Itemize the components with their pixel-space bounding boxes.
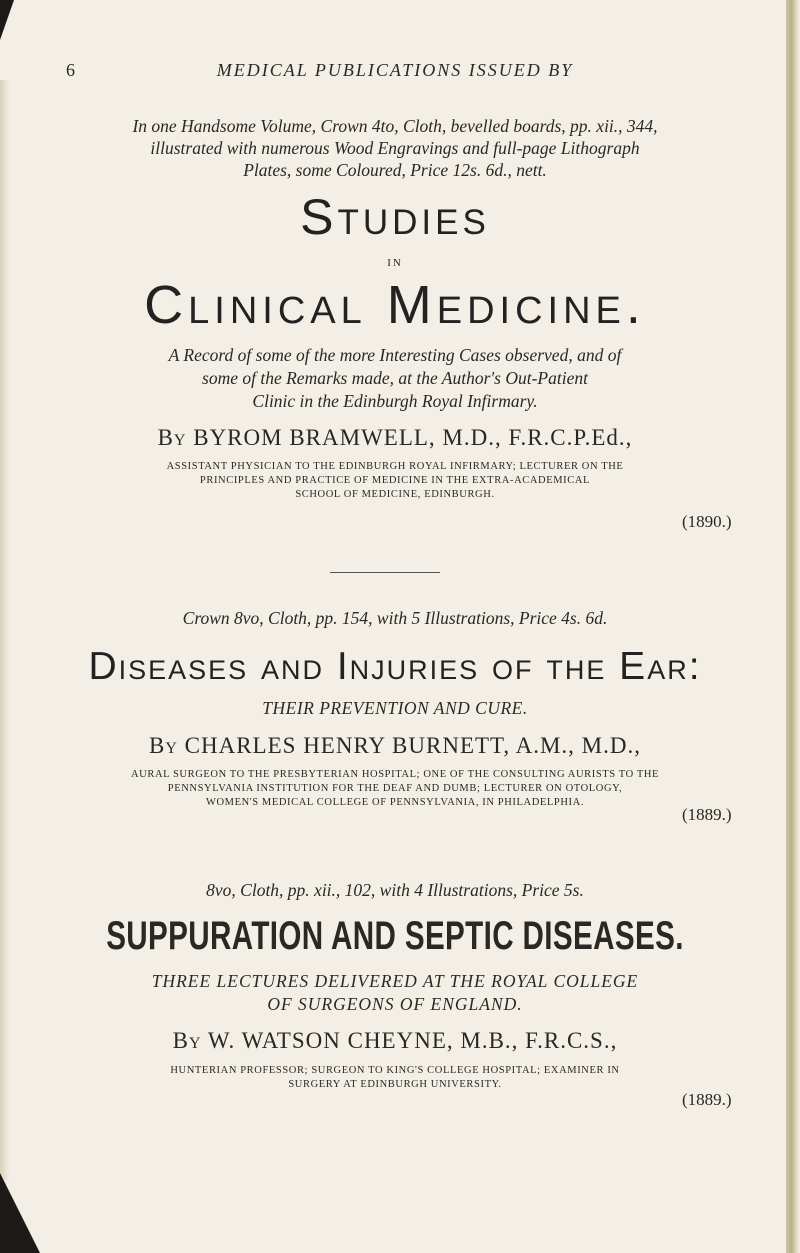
entry1-intro [0,115,790,181]
entry2-author: CHARLES HENRY BURNETT, A.M., M.D., [184,733,641,758]
entry1-title-in: IN [387,257,403,269]
entry3-title-wrap [0,914,790,959]
entry3-subtitle-line: OF SURGEONS OF ENGLAND. [267,994,523,1014]
entry1-intro-line: In one Handsome Volume, Crown 4to, Cloth, bevelled boards, pp. xii., 344, [132,116,658,136]
entry2-credential-line: WOMEN'S MEDICAL COLLEGE OF PENNSYLVANIA, IN PHILADELPHIA. [205,797,585,808]
entry2-by: By [149,733,178,758]
entry3-subtitle-line: THREE LECTURES DELIVERED AT THE ROYAL COLLEGE [151,971,639,991]
entry2-intro [0,607,790,629]
entry1-intro-line: illustrated with numerous Wood Engravings and full-page Lithograph [150,138,640,158]
entry2-author-line [0,733,790,759]
entry1-author-line [0,425,790,451]
entry2-credential-line: AURAL SURGEON TO THE PRESBYTERIAN HOSPITAL; ONE OF THE CONSULTING AURISTS TO THE [130,769,660,780]
entry1-intro-line: Plates, some Coloured, Price 12s. 6d., nett. [243,160,547,180]
entry2-credential-line: PENNSYLVANIA INSTITUTION FOR THE DEAF AND DUMB; LECTURER ON OTOLOGY, [167,783,623,794]
entry3-subtitle [0,970,790,1016]
entry1-credential-line: ASSISTANT PHYSICIAN TO THE EDINBURGH ROYAL INFIRMARY; LECTURER ON THE [166,461,624,472]
entry3-author-line [0,1028,790,1054]
page-number: 6 [66,60,77,80]
entry1-subtitle [0,344,790,413]
section-divider [330,572,440,573]
running-header [0,60,790,81]
entry1-author: BYROM BRAMWELL, M.D., F.R.C.P.Ed., [193,425,633,450]
entry3-intro [0,879,790,901]
entry1-credential-line: PRINCIPLES AND PRACTICE OF MEDICINE IN THE EXTRA-ACADEMICAL [199,475,591,486]
entry1-credential-line: SCHOOL OF MEDICINE, EDINBURGH. [295,489,495,500]
entry2-subtitle [0,697,790,720]
entry2-credentials [0,768,790,810]
entry3-credential-line: SURGERY AT EDINBURGH UNIVERSITY. [288,1079,502,1090]
entry3-credentials [0,1064,790,1092]
entry2-title: Diseases and Injuries of the Ear: [88,645,702,688]
entry2-intro-line: Crown 8vo, Cloth, pp. 154, with 5 Illustrations, Price 4s. 6d. [182,608,608,628]
entry1-title-line1: Studies [300,189,490,245]
entry3-author: W. WATSON CHEYNE, M.B., F.R.C.S., [207,1028,618,1053]
entry3-by: By [172,1028,202,1053]
entry1-credentials [0,460,790,502]
entry1-subtitle-line: A Record of some of the more Interesting Cases observed, and of [168,345,622,365]
entry2-year: (1889.) [682,805,732,824]
entry1-year: (1890.) [682,512,732,531]
scan-corner-top-left [0,0,14,40]
entry3-intro-line: 8vo, Cloth, pp. xii., 102, with 4 Illustrations, Price 5s. [206,880,584,900]
entry3-credential-line: HUNTERIAN PROFESSOR; SURGEON TO KING'S COLLEGE HOSPITAL; EXAMINER IN [170,1065,620,1076]
entry1-title-line2: Clinical Medicine. [144,275,646,335]
entry1-subtitle-line: some of the Remarks made, at the Author's Out-Patient [202,368,588,388]
entry1-subtitle-line: Clinic in the Edinburgh Royal Infirmary. [252,391,538,411]
entry3-title: SUPPURATION AND SEPTIC DISEASES. [106,914,684,958]
running-title: MEDICAL PUBLICATIONS ISSUED BY [216,60,574,80]
entry1-by: By [157,425,187,450]
entry3-year: (1889.) [682,1090,732,1109]
scan-corner-bottom-left [0,1173,40,1253]
entry2-subtitle-line: THEIR PREVENTION AND CURE. [262,698,528,718]
